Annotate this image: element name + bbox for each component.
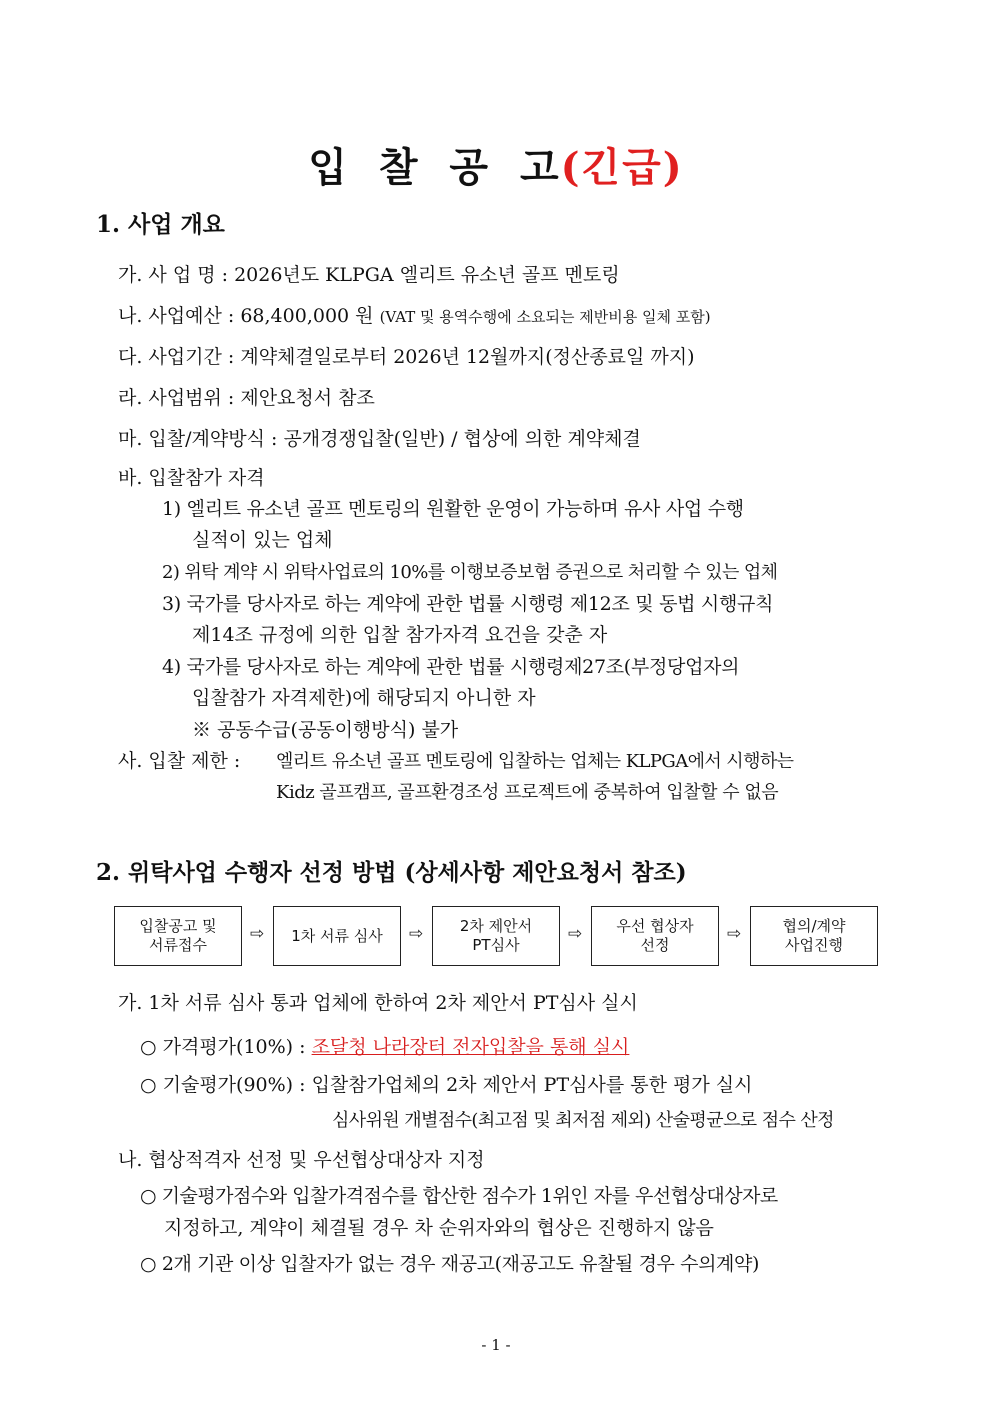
flow-arrow-icon: ⇨	[409, 924, 424, 944]
item-ga: 가. 사 업 명 : 2026년도 KLPGA 엘리트 유소년 골프 멘토링	[118, 264, 620, 286]
ba-item-1-line-2: 실적이 있는 업체	[192, 529, 333, 551]
price-evaluation-method: 조달청 나라장터 전자입찰을 통해 실시	[311, 1036, 630, 1058]
item-na: 나. 사업예산 : 68,400,000 원 (VAT 및 용역수행에 소요되는 제반비용 일체 포함)	[118, 305, 711, 327]
tech-evaluation: ○ 기술평가(90%) : 입찰참가업체의 2차 제안서 PT심사를 통한 평가 실시	[140, 1074, 753, 1096]
sa-line-1: 엘리트 유소년 골프 멘토링에 입찰하는 업체는 KLPGA에서 시행하는	[276, 751, 794, 772]
ba-item-4-line-2: 입찰참가 자격제한)에 해당되지 아니한 자	[192, 687, 536, 709]
item-da: 다. 사업기간 : 계약체결일로부터 2026년 12월까지(정산종료일 까지)	[118, 346, 695, 368]
item-ba-label: 바. 입찰참가 자격	[118, 467, 265, 489]
na-bullet-1-line-1: ○ 기술평가점수와 입찰가격점수를 합산한 점수가 1위인 자를 우선협상대상자로	[140, 1185, 778, 1207]
ba-item-4-line-1: 4) 국가를 당사자로 하는 계약에 관한 법률 시행령제27조(부정당업자의	[162, 656, 740, 678]
section-1-heading: 1. 사업 개요	[96, 211, 225, 238]
flow-step-3: 2차 제안서 PT심사	[432, 906, 560, 966]
flow-step-5: 협의/계약 사업진행	[750, 906, 878, 966]
section-2-item-ga: 가. 1차 서류 심사 통과 업체에 한하여 2차 제안서 PT심사 실시	[118, 992, 638, 1014]
ba-item-3-line-2: 제14조 규정에 의한 입찰 참가자격 요건을 갖춘 자	[192, 624, 608, 646]
sa-line-2: Kidz 골프캠프, 골프환경조성 프로젝트에 중복하여 입찰할 수 없음	[276, 782, 779, 803]
flow-arrow-icon: ⇨	[250, 924, 265, 944]
section-2-item-na: 나. 협상적격자 선정 및 우선협상대상자 지정	[118, 1149, 485, 1171]
ba-item-1-line-1: 1) 엘리트 유소년 골프 멘토링의 원활한 운영이 가능하며 유사 사업 수행	[162, 498, 744, 520]
na-bullet-1-line-2: 지정하고, 계약이 체결될 경우 차 순위자와의 협상은 진행하지 않음	[164, 1217, 714, 1239]
page-number: - 1 -	[481, 1336, 511, 1354]
flow-step-2: 1차 서류 심사	[273, 906, 401, 966]
item-sa-label: 사. 입찰 제한 :	[118, 750, 241, 772]
flow-step-1: 입찰공고 및 서류접수	[114, 906, 242, 966]
price-evaluation: ○ 가격평가(10%) : 조달청 나라장터 전자입찰을 통해 실시	[140, 1036, 630, 1058]
item-ra: 라. 사업범위 : 제안요청서 참조	[118, 387, 375, 409]
section-2-heading: 2. 위탁사업 수행자 선정 방법 (상세사항 제안요청서 참조)	[96, 859, 687, 886]
ba-note: ※ 공동수급(공동이행방식) 불가	[192, 719, 459, 741]
na-bullet-2: ○ 2개 기관 이상 입찰자가 없는 경우 재공고(재공고도 유찰될 경우 수의계약)	[140, 1253, 759, 1275]
flow-step-4: 우선 협상자 선정	[591, 906, 719, 966]
title-main: 입 찰 공 고	[308, 144, 561, 191]
title-urgent: (긴급)	[560, 144, 684, 191]
flow-arrow-icon: ⇨	[568, 924, 583, 944]
ba-item-3-line-1: 3) 국가를 당사자로 하는 계약에 관한 법률 시행령 제12조 및 동법 시행규칙	[162, 593, 774, 615]
tech-evaluation-line-2: 심사위원 개별점수(최고점 및 최저점 제외) 산술평균으로 점수 산정	[332, 1110, 834, 1131]
ba-item-2: 2) 위탁 계약 시 위탁사업료의 10%를 이행보증보험 증권으로 처리할 수 있는 업체	[162, 562, 778, 583]
page-title	[0, 136, 992, 193]
flow-arrow-icon: ⇨	[727, 924, 742, 944]
item-ma: 마. 입찰/계약방식 : 공개경쟁입찰(일반) / 협상에 의한 계약체결	[118, 428, 641, 450]
